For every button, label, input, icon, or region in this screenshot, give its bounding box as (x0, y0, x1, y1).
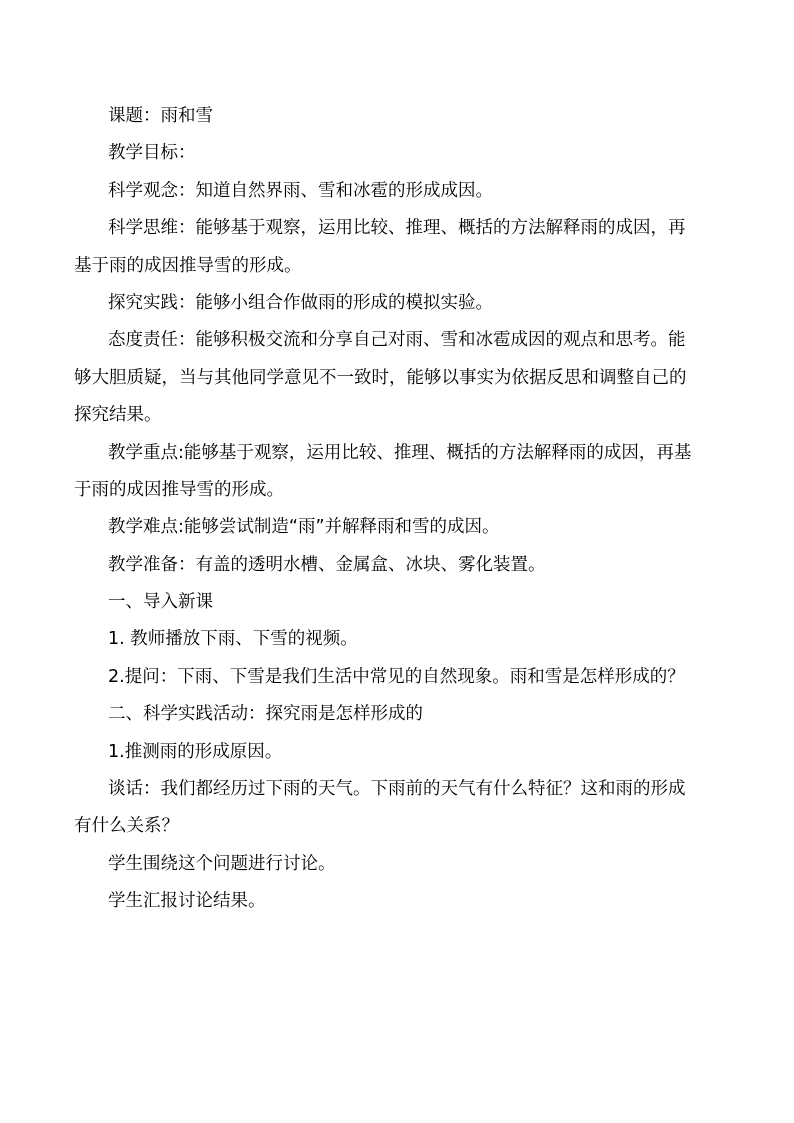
teaching-preparation: 教学准备：有盖的透明水槽、金属盒、冰块、雾化装置。 (108, 554, 546, 575)
intro-step-2: 2.提问：下雨、下雪是我们生活中常见的自然现象。雨和雪是怎样形成的？ (108, 666, 685, 687)
science-concept: 科学观念：知道自然界雨、雪和冰雹的形成成因。 (108, 180, 493, 201)
objectives-heading: 教学目标： (108, 143, 196, 164)
attitude-line-1: 态度责任：能够积极交流和分享自己对雨、雪和冰雹成因的观点和思考。能 (108, 330, 686, 351)
talk-line-1: 谈话：我们都经历过下雨的天气。下雨前的天气有什么特征？这和雨的形成 (108, 779, 686, 800)
student-discussion: 学生围绕这个问题进行讨论。 (108, 853, 336, 874)
key-point-line-2: 于雨的成因推导雪的形成。 (74, 479, 284, 500)
intro-step-1: 1. 教师播放下雨、下雪的视频。 (108, 629, 358, 650)
attitude-line-3: 探究结果。 (74, 405, 162, 426)
science-thinking-line-1: 科学思维：能够基于观察，运用比较、推理、概括的方法解释雨的成因，再 (108, 218, 686, 239)
attitude-line-2: 够大胆质疑，当与其他同学意见不一致时，能够以事实为依据反思和调整自己的 (74, 367, 687, 388)
lesson-title: 课题：雨和雪 (108, 106, 213, 126)
student-report: 学生汇报讨论结果。 (108, 891, 266, 912)
section-heading-intro: 一、导入新课 (108, 592, 213, 613)
key-point-line-1: 教学重点:能够基于观察，运用比较、推理、概括的方法解释雨的成因，再基 (108, 442, 692, 463)
science-thinking-line-2: 基于雨的成因推导雪的形成。 (74, 255, 302, 276)
section-heading-practice: 二、科学实践活动：探究雨是怎样形成的 (108, 704, 423, 725)
talk-line-2: 有什么关系？ (74, 816, 179, 837)
practice-step-1: 1.推测雨的形成原因。 (108, 741, 283, 762)
inquiry-practice: 探究实践：能够小组合作做雨的形成的模拟实验。 (108, 292, 493, 313)
document-body (74, 98, 726, 921)
teaching-difficulty: 教学难点:能够尝试制造“雨”并解释雨和雪的成因。 (108, 517, 500, 538)
